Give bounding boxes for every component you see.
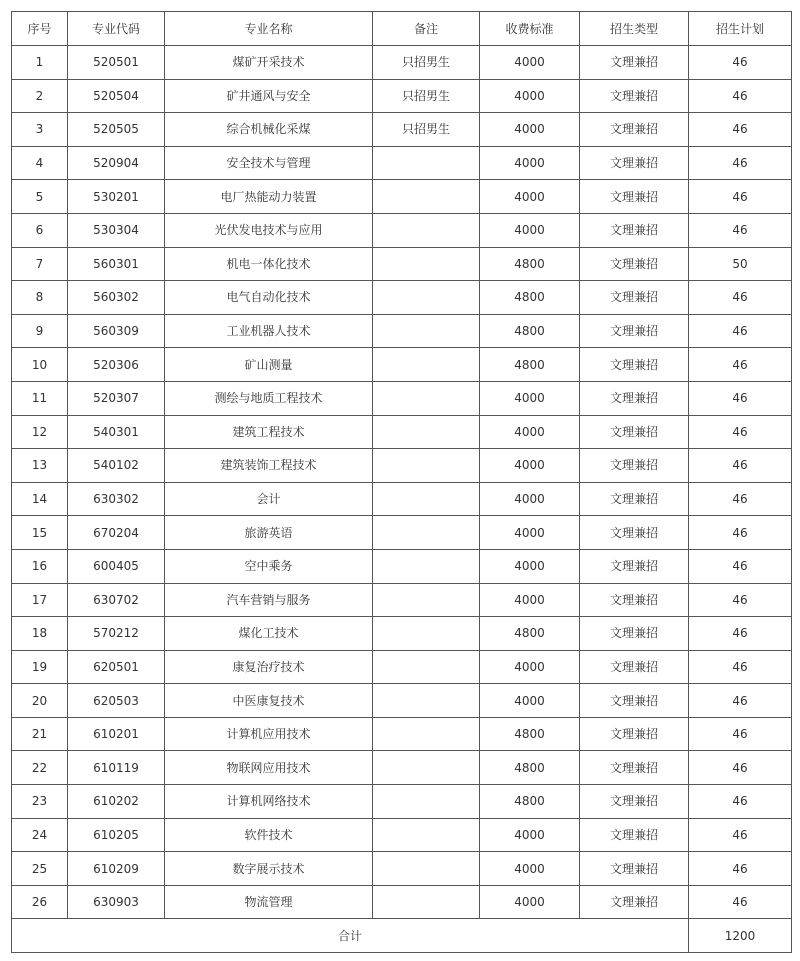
- row-note: [373, 482, 480, 516]
- table-row: [12, 79, 792, 113]
- table-row: [12, 213, 792, 247]
- table-row: [12, 751, 792, 785]
- row-no: 20: [12, 684, 68, 718]
- row-type: 文理兼招: [580, 281, 689, 315]
- row-plan: 46: [689, 684, 792, 718]
- row-fee: 4000: [480, 79, 580, 113]
- row-note: [373, 415, 480, 449]
- total-value: 1200: [689, 919, 792, 953]
- row-name: 安全技术与管理: [165, 146, 373, 180]
- row-type: 文理兼招: [580, 213, 689, 247]
- row-code: 540102: [68, 449, 165, 483]
- row-plan: 46: [689, 415, 792, 449]
- row-code: 520306: [68, 348, 165, 382]
- table-row: [12, 852, 792, 886]
- row-fee: 4000: [480, 113, 580, 147]
- row-type: 文理兼招: [580, 549, 689, 583]
- header-no: 序号: [12, 12, 68, 46]
- row-fee: 4000: [480, 482, 580, 516]
- table-row: [12, 46, 792, 80]
- row-note: [373, 885, 480, 919]
- row-fee: 4000: [480, 852, 580, 886]
- row-fee: 4000: [480, 381, 580, 415]
- table-row: [12, 516, 792, 550]
- row-code: 610202: [68, 785, 165, 819]
- row-type: 文理兼招: [580, 449, 689, 483]
- total-label: 合计: [12, 919, 689, 953]
- row-note: [373, 281, 480, 315]
- row-code: 560309: [68, 314, 165, 348]
- header-name: 专业名称: [165, 12, 373, 46]
- table-row: [12, 415, 792, 449]
- row-code: 630702: [68, 583, 165, 617]
- row-plan: 50: [689, 247, 792, 281]
- row-type: 文理兼招: [580, 247, 689, 281]
- row-plan: 46: [689, 785, 792, 819]
- row-note: [373, 785, 480, 819]
- row-note: [373, 516, 480, 550]
- row-code: 600405: [68, 549, 165, 583]
- row-no: 24: [12, 818, 68, 852]
- row-no: 21: [12, 717, 68, 751]
- row-fee: 4000: [480, 818, 580, 852]
- row-name: 建筑工程技术: [165, 415, 373, 449]
- row-no: 15: [12, 516, 68, 550]
- row-fee: 4000: [480, 449, 580, 483]
- row-code: 630302: [68, 482, 165, 516]
- row-plan: 46: [689, 348, 792, 382]
- row-name: 煤矿开采技术: [165, 46, 373, 80]
- row-fee: 4000: [480, 684, 580, 718]
- row-plan: 46: [689, 852, 792, 886]
- row-name: 机电一体化技术: [165, 247, 373, 281]
- row-no: 22: [12, 751, 68, 785]
- row-no: 4: [12, 146, 68, 180]
- row-note: [373, 146, 480, 180]
- table-row: [12, 650, 792, 684]
- row-no: 5: [12, 180, 68, 214]
- row-fee: 4000: [480, 46, 580, 80]
- row-plan: 46: [689, 482, 792, 516]
- row-code: 520504: [68, 79, 165, 113]
- row-plan: 46: [689, 549, 792, 583]
- row-type: 文理兼招: [580, 852, 689, 886]
- row-plan: 46: [689, 180, 792, 214]
- row-note: [373, 348, 480, 382]
- row-name: 测绘与地质工程技术: [165, 381, 373, 415]
- row-type: 文理兼招: [580, 381, 689, 415]
- row-name: 工业机器人技术: [165, 314, 373, 348]
- row-name: 旅游英语: [165, 516, 373, 550]
- table-row: [12, 818, 792, 852]
- row-code: 520505: [68, 113, 165, 147]
- row-no: 17: [12, 583, 68, 617]
- row-fee: 4000: [480, 549, 580, 583]
- header-note: 备注: [373, 12, 480, 46]
- row-name: 电气自动化技术: [165, 281, 373, 315]
- table-row: [12, 885, 792, 919]
- row-name: 空中乘务: [165, 549, 373, 583]
- row-name: 汽车营销与服务: [165, 583, 373, 617]
- row-no: 10: [12, 348, 68, 382]
- row-no: 12: [12, 415, 68, 449]
- row-name: 电厂热能动力装置: [165, 180, 373, 214]
- row-no: 1: [12, 46, 68, 80]
- row-type: 文理兼招: [580, 146, 689, 180]
- row-type: 文理兼招: [580, 113, 689, 147]
- table-row: [12, 146, 792, 180]
- table-body: [12, 46, 792, 919]
- row-fee: 4000: [480, 650, 580, 684]
- row-plan: 46: [689, 885, 792, 919]
- row-code: 520904: [68, 146, 165, 180]
- table-row: [12, 482, 792, 516]
- row-no: 9: [12, 314, 68, 348]
- row-note: [373, 213, 480, 247]
- enrollment-plan-table: [11, 11, 792, 953]
- row-name: 建筑装饰工程技术: [165, 449, 373, 483]
- row-no: 8: [12, 281, 68, 315]
- row-name: 矿井通风与安全: [165, 79, 373, 113]
- table-row: [12, 381, 792, 415]
- row-type: 文理兼招: [580, 684, 689, 718]
- row-note: [373, 381, 480, 415]
- table-row: [12, 617, 792, 651]
- row-type: 文理兼招: [580, 818, 689, 852]
- row-no: 7: [12, 247, 68, 281]
- row-name: 会计: [165, 482, 373, 516]
- row-type: 文理兼招: [580, 617, 689, 651]
- row-code: 520501: [68, 46, 165, 80]
- row-note: [373, 617, 480, 651]
- row-code: 530304: [68, 213, 165, 247]
- row-note: 只招男生: [373, 46, 480, 80]
- row-plan: 46: [689, 79, 792, 113]
- row-fee: 4800: [480, 751, 580, 785]
- table-row: [12, 583, 792, 617]
- table-row: [12, 785, 792, 819]
- row-name: 数字展示技术: [165, 852, 373, 886]
- row-code: 610201: [68, 717, 165, 751]
- table-row: [12, 180, 792, 214]
- table-row: [12, 113, 792, 147]
- row-code: 520307: [68, 381, 165, 415]
- row-note: [373, 583, 480, 617]
- header-code: 专业代码: [68, 12, 165, 46]
- row-no: 23: [12, 785, 68, 819]
- row-name: 康复治疗技术: [165, 650, 373, 684]
- row-plan: 46: [689, 583, 792, 617]
- row-name: 中医康复技术: [165, 684, 373, 718]
- row-code: 630903: [68, 885, 165, 919]
- table-row: [12, 348, 792, 382]
- row-note: [373, 549, 480, 583]
- row-plan: 46: [689, 46, 792, 80]
- row-plan: 46: [689, 717, 792, 751]
- row-no: 13: [12, 449, 68, 483]
- row-note: [373, 852, 480, 886]
- row-plan: 46: [689, 650, 792, 684]
- row-code: 540301: [68, 415, 165, 449]
- row-type: 文理兼招: [580, 180, 689, 214]
- row-note: [373, 449, 480, 483]
- row-note: [373, 717, 480, 751]
- row-note: [373, 684, 480, 718]
- row-plan: 46: [689, 314, 792, 348]
- row-plan: 46: [689, 113, 792, 147]
- row-fee: 4000: [480, 885, 580, 919]
- table-row: [12, 549, 792, 583]
- row-code: 560302: [68, 281, 165, 315]
- row-note: [373, 751, 480, 785]
- row-plan: 46: [689, 516, 792, 550]
- row-note: [373, 180, 480, 214]
- row-code: 610119: [68, 751, 165, 785]
- row-no: 18: [12, 617, 68, 651]
- row-name: 计算机网络技术: [165, 785, 373, 819]
- row-name: 物流管理: [165, 885, 373, 919]
- row-plan: 46: [689, 213, 792, 247]
- row-plan: 46: [689, 449, 792, 483]
- header-plan: 招生计划: [689, 12, 792, 46]
- table-row: [12, 684, 792, 718]
- row-note: [373, 818, 480, 852]
- row-no: 2: [12, 79, 68, 113]
- row-name: 软件技术: [165, 818, 373, 852]
- row-code: 610205: [68, 818, 165, 852]
- row-type: 文理兼招: [580, 46, 689, 80]
- row-no: 19: [12, 650, 68, 684]
- row-note: [373, 650, 480, 684]
- row-code: 670204: [68, 516, 165, 550]
- row-no: 11: [12, 381, 68, 415]
- row-type: 文理兼招: [580, 751, 689, 785]
- row-fee: 4800: [480, 247, 580, 281]
- row-name: 综合机械化采煤: [165, 113, 373, 147]
- row-no: 6: [12, 213, 68, 247]
- row-note: 只招男生: [373, 79, 480, 113]
- row-fee: 4000: [480, 180, 580, 214]
- row-code: 620501: [68, 650, 165, 684]
- row-type: 文理兼招: [580, 314, 689, 348]
- table-row: [12, 717, 792, 751]
- row-fee: 4800: [480, 717, 580, 751]
- table-row: [12, 281, 792, 315]
- row-code: 530201: [68, 180, 165, 214]
- row-type: 文理兼招: [580, 885, 689, 919]
- row-name: 煤化工技术: [165, 617, 373, 651]
- row-no: 25: [12, 852, 68, 886]
- row-code: 560301: [68, 247, 165, 281]
- row-name: 光伏发电技术与应用: [165, 213, 373, 247]
- row-code: 570212: [68, 617, 165, 651]
- row-note: [373, 314, 480, 348]
- row-type: 文理兼招: [580, 415, 689, 449]
- row-note: [373, 247, 480, 281]
- row-fee: 4800: [480, 281, 580, 315]
- row-type: 文理兼招: [580, 516, 689, 550]
- row-plan: 46: [689, 617, 792, 651]
- table-row: [12, 247, 792, 281]
- row-fee: 4800: [480, 348, 580, 382]
- row-fee: 4000: [480, 146, 580, 180]
- row-fee: 4800: [480, 314, 580, 348]
- row-plan: 46: [689, 751, 792, 785]
- row-no: 3: [12, 113, 68, 147]
- row-fee: 4000: [480, 583, 580, 617]
- row-no: 26: [12, 885, 68, 919]
- row-plan: 46: [689, 818, 792, 852]
- row-type: 文理兼招: [580, 348, 689, 382]
- total-row: [12, 919, 792, 953]
- header-fee: 收费标准: [480, 12, 580, 46]
- row-no: 16: [12, 549, 68, 583]
- row-plan: 46: [689, 381, 792, 415]
- row-type: 文理兼招: [580, 650, 689, 684]
- row-name: 计算机应用技术: [165, 717, 373, 751]
- row-fee: 4000: [480, 516, 580, 550]
- table-header-row: [12, 12, 792, 46]
- row-name: 矿山测量: [165, 348, 373, 382]
- row-note: 只招男生: [373, 113, 480, 147]
- table-row: [12, 314, 792, 348]
- row-type: 文理兼招: [580, 79, 689, 113]
- row-plan: 46: [689, 281, 792, 315]
- row-type: 文理兼招: [580, 482, 689, 516]
- header-type: 招生类型: [580, 12, 689, 46]
- row-fee: 4000: [480, 415, 580, 449]
- row-type: 文理兼招: [580, 717, 689, 751]
- table-row: [12, 449, 792, 483]
- row-type: 文理兼招: [580, 785, 689, 819]
- row-code: 620503: [68, 684, 165, 718]
- row-fee: 4800: [480, 617, 580, 651]
- row-plan: 46: [689, 146, 792, 180]
- row-name: 物联网应用技术: [165, 751, 373, 785]
- row-code: 610209: [68, 852, 165, 886]
- row-fee: 4800: [480, 785, 580, 819]
- row-no: 14: [12, 482, 68, 516]
- row-fee: 4000: [480, 213, 580, 247]
- row-type: 文理兼招: [580, 583, 689, 617]
